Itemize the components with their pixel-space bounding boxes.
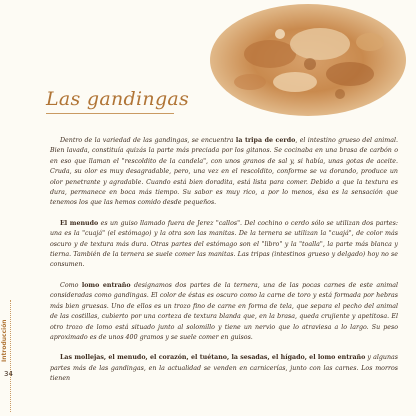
title-divider	[46, 113, 174, 114]
paragraph-highlight: Las mollejas, el menudo, el corazón, el tuétano, la sesadas, el hígado, el lomo entraño	[60, 354, 366, 362]
paragraph-text: , el intestino grueso del animal. Bien lavada, constituía quizás la parte más preciada por los gitanos. Se cocinaba en una brasa de carbón o en eso que llaman el "rescoldito de la candela", con unos granos de sal y, si había, unas gotas de aceite. Cruda, su olor es muy desagradable, pero, una vez en el rescoldito, conforme se va dorando, produce un olor penetrante y agradable. Cuando está bien doradita, está lista para comer. Debido a que la textura es dura, permanece en boca más tiempo. Su sabor es muy rico, a por lo menos, ésa es la sensación que tenemos los que las hemos comido desde pequeños.	[50, 137, 398, 207]
article-body	[50, 136, 398, 395]
paragraph-text: Dentro de la variedad de las gandingas, se encuentra	[60, 137, 236, 144]
paragraph-mollejas	[50, 353, 398, 384]
paragraph-lomo	[50, 281, 398, 343]
food-photo	[210, 4, 406, 116]
paragraph-highlight: El menudo	[60, 219, 99, 227]
paragraph-text: y algunas partes más de las gandingas, en la actualidad se venden en carnicerías, junto con las carnes. Los morros tienen	[50, 354, 398, 383]
paragraph-tripa	[50, 136, 398, 209]
paragraph-text: designamos dos partes de la ternera, una de las pocas carnes de este animal consideradas como gandingas. El color de éstas es oscuro como la carne de toro y está formada por hebras más bien gruesas. Uno de ellos es un trozo fino de carne en forma de tela, que separa el pecho del animal de las costillas, cubierto por una corteza de textura blanda que, en la brasa, queda crujiente y apetitosa. El otro trozo de lomo está situado junto al solomillo y tiene un nervio que lo atraviesa a lo largo. Su peso aproximado es de unos 400 gramos y se suele comer en guisos.	[50, 281, 398, 341]
paragraph-menudo	[50, 219, 398, 271]
paragraph-text: Como	[60, 281, 82, 289]
food-photo-illustration	[210, 4, 406, 116]
section-label: Introducción	[1, 319, 8, 362]
page-number: 34	[4, 370, 13, 378]
paragraph-highlight: lomo entraño	[81, 281, 131, 289]
paragraph-text: es un guiso llamado fuera de Jerez "callos". Del cochino o cerdo sólo se utilizan dos partes: una es la "cuajá" (el estómago) y la otra son las manitas. De la ternera se utilizan la "cuajá", de color más oscuro y de textura más dura. Otras partes del estómago son el "libro" y la "toalla", la parte más blanca y tierna. También de la ternera se suele comer las manitas. Las tripas (intestinos grueso y delgado) hoy no se consumen.	[50, 219, 398, 269]
page-title: Las gandingas	[46, 88, 190, 110]
side-divider	[10, 300, 12, 412]
paragraph-highlight: la tripa de cerdo	[235, 137, 296, 144]
